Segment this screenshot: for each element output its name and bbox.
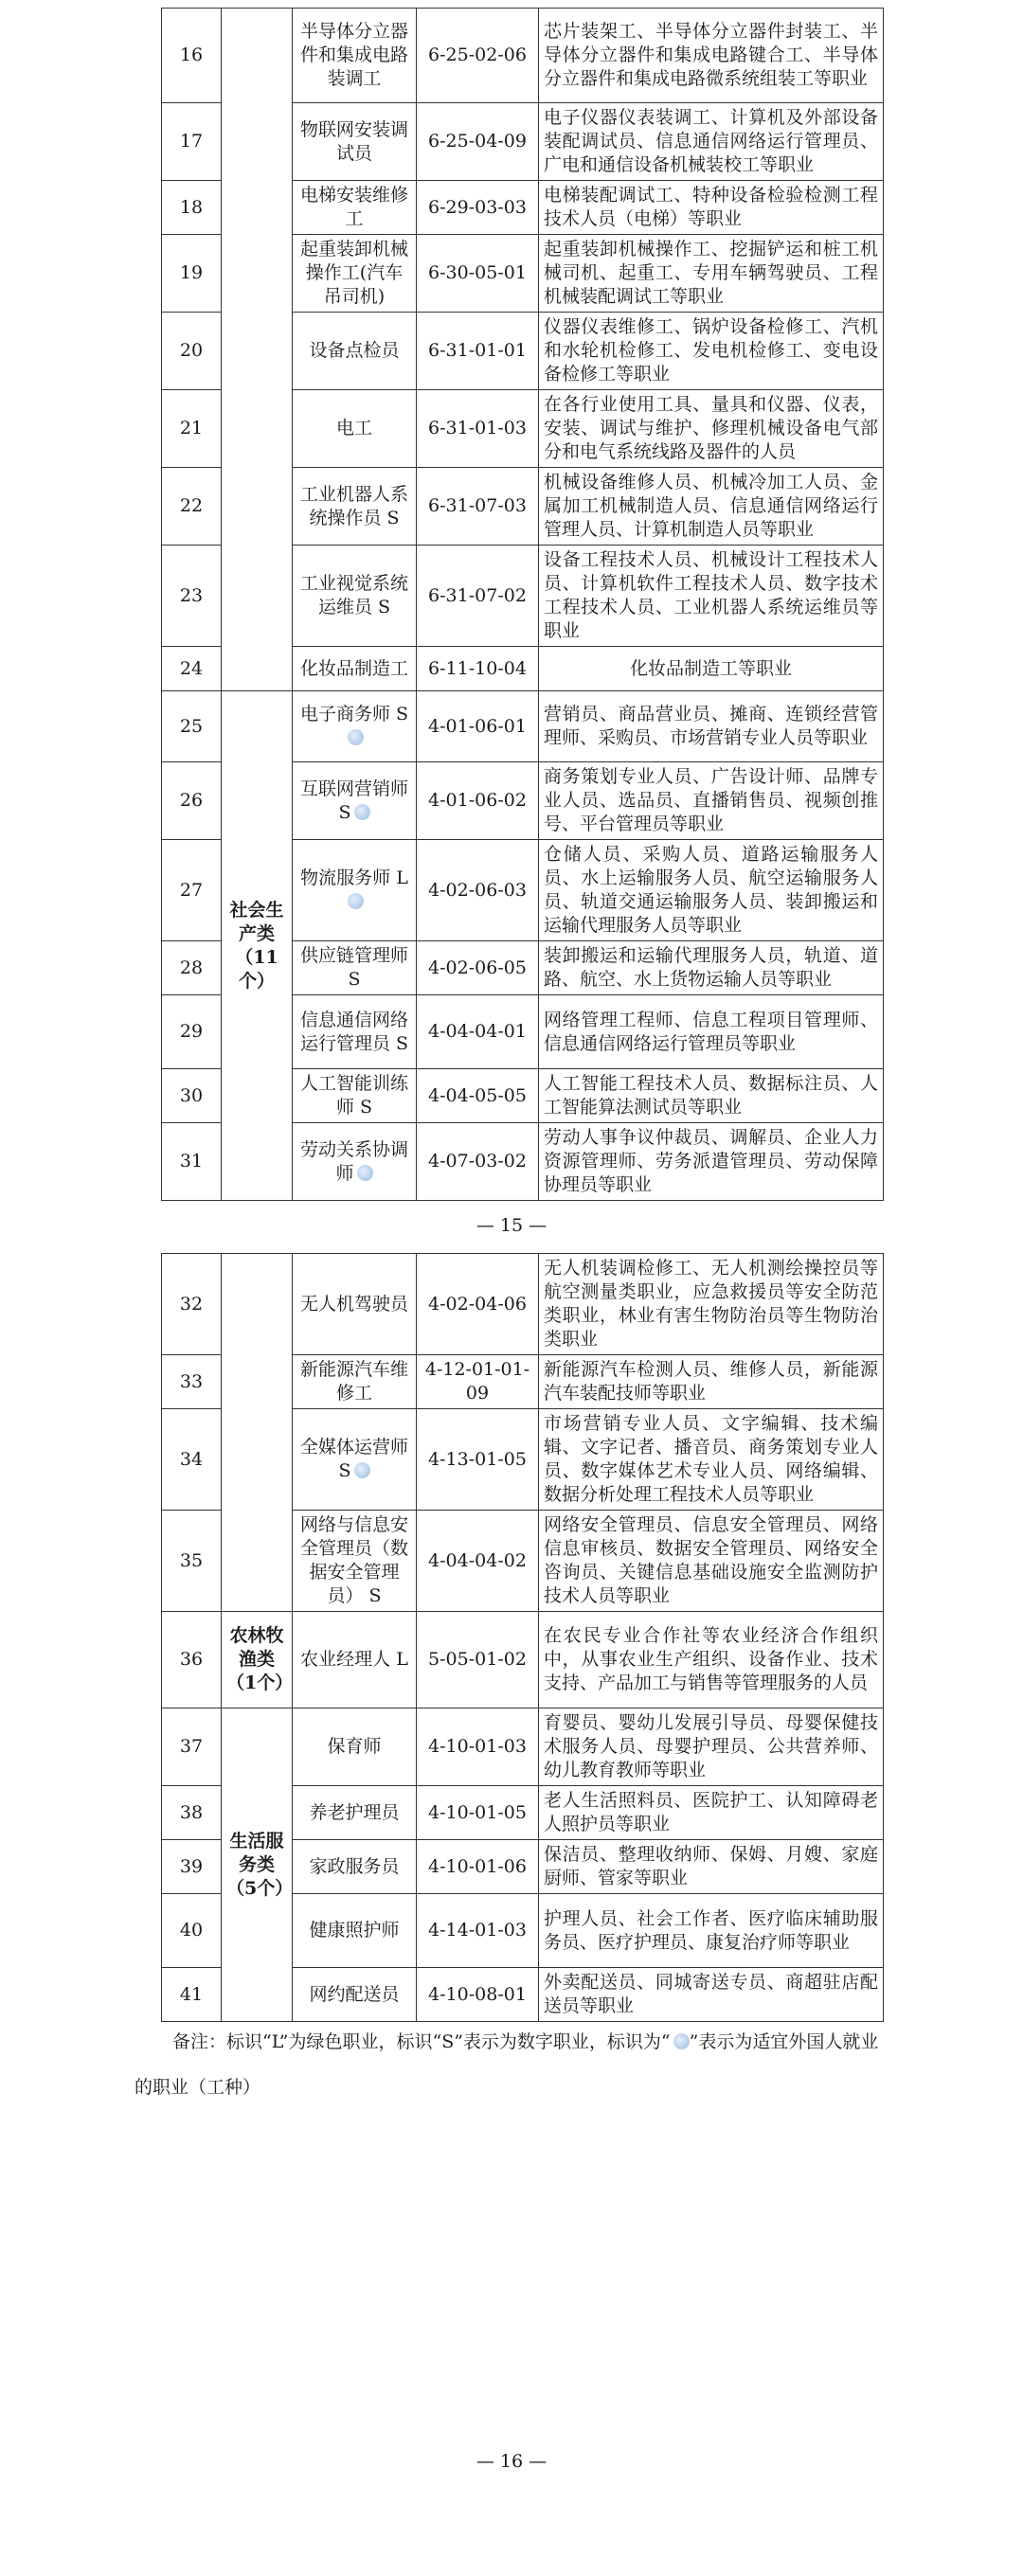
row-number: 35: [162, 1511, 222, 1612]
related-occupations: 营销员、商品营业员、摊商、连锁经营管理师、采购员、市场营销专业人员等职业: [539, 691, 884, 762]
row-number: 41: [162, 1968, 222, 2022]
occupation-name: 劳动关系协调师: [293, 1123, 417, 1201]
occupation-code: 4-01-06-02: [417, 762, 539, 840]
related-occupations: 老人生活照料员、医院护工、认知障碍老人照护员等职业: [539, 1786, 884, 1840]
occupation-table-p15: [161, 8, 884, 1201]
foreign-suitable-icon: [348, 893, 364, 909]
related-occupations: 在各行业使用工具、量具和仪器、仪表，安装、调试与维护、修理机械设备电气部分和电气系统线路及器件的人员: [539, 390, 884, 468]
related-occupations: 仓储人员、采购人员、道路运输服务人员、水上运输服务人员、航空运输服务人员、轨道交通运输服务人员、装卸搬运和运输代理服务人员等职业: [539, 840, 884, 941]
occupation-code: 6-31-01-03: [417, 390, 539, 468]
row-number: 32: [162, 1254, 222, 1355]
occupation-code: 4-10-01-03: [417, 1708, 539, 1786]
occupation-name: 物联网安装调试员: [293, 103, 417, 181]
row-number: 37: [162, 1708, 222, 1786]
occupation-name: 工业机器人系统操作员 S: [293, 468, 417, 546]
row-number: 33: [162, 1355, 222, 1409]
occupation-name: 电梯安装维修工: [293, 181, 417, 235]
occupation-code: 5-05-01-02: [417, 1612, 539, 1708]
related-occupations: 设备工程技术人员、机械设计工程技术人员、计算机软件工程技术人员、数字技术工程技术人员、工业机器人系统运维员等职业: [539, 546, 884, 647]
occupation-code: 6-31-07-03: [417, 468, 539, 546]
related-occupations: 电梯装配调试工、特种设备检验检测工程技术人员（电梯）等职业: [539, 181, 884, 235]
occupation-code: 4-12-01-01-09: [417, 1355, 539, 1409]
related-occupations: 芯片装架工、半导体分立器件封装工、半导体分立器件和集成电路键合工、半导体分立器件和集成电路微系统组装工等职业: [539, 9, 884, 103]
related-occupations: 仪器仪表维修工、锅炉设备检修工、汽机和水轮机检修工、发电机检修工、变电设备检修工等职业: [539, 313, 884, 390]
category-cell-empty: [222, 9, 293, 691]
occupation-code: 6-25-02-06: [417, 9, 539, 103]
related-occupations: 网络安全管理员、信息安全管理员、网络信息审核员、数据安全管理员、网络安全咨询员、关键信息基础设施安全监测防护技术人员等职业: [539, 1511, 884, 1612]
occupation-code: 4-10-01-06: [417, 1840, 539, 1894]
related-occupations: 市场营销专业人员、文字编辑、技术编辑、文字记者、播音员、商务策划专业人员、数字媒体艺术专业人员、网络编辑、数据分析处理工程技术人员等职业: [539, 1409, 884, 1511]
foreign-suitable-icon: [354, 804, 370, 820]
row-number: 19: [162, 235, 222, 313]
row-number: 40: [162, 1894, 222, 1968]
page-number-15: — 15 —: [476, 1215, 547, 1236]
occupation-name: 家政服务员: [293, 1840, 417, 1894]
occupation-code: 4-04-04-02: [417, 1511, 539, 1612]
related-occupations: 育婴员、婴幼儿发展引导员、母婴保健技术服务人员、母婴护理员、公共营养师、幼儿教育教师等职业: [539, 1708, 884, 1786]
occupation-code: 6-25-04-09: [417, 103, 539, 181]
occupation-name: 工业视觉系统运维员 S: [293, 546, 417, 647]
page-number-16: — 16 —: [476, 2451, 547, 2472]
row-number: 31: [162, 1123, 222, 1201]
row-number: 18: [162, 181, 222, 235]
related-occupations: 无人机装调检修工、无人机测绘操控员等航空测量类职业，应急救援员等安全防范类职业，林业有害生物防治员等生物防治类职业: [539, 1254, 884, 1355]
related-occupations: 劳动人事争议仲裁员、调解员、企业人力资源管理师、劳务派遣管理员、劳动保障协理员等职业: [539, 1123, 884, 1201]
occupation-code: 4-01-06-01: [417, 691, 539, 762]
occupation-name: 互联网营销师 S: [293, 762, 417, 840]
occupation-code: 6-31-01-01: [417, 313, 539, 390]
related-occupations: 保洁员、整理收纳师、保姆、月嫂、家庭厨师、管家等职业: [539, 1840, 884, 1894]
row-number: 24: [162, 647, 222, 691]
occupation-code: 6-29-03-03: [417, 181, 539, 235]
foreign-suitable-icon: [354, 1462, 370, 1478]
foreign-suitable-icon: [673, 2033, 690, 2049]
occupation-name: 供应链管理师 S: [293, 941, 417, 995]
occupation-name: 网约配送员: [293, 1968, 417, 2022]
related-occupations: 外卖配送员、同城寄送专员、商超驻店配送员等职业: [539, 1968, 884, 2022]
occupation-code: 4-13-01-05: [417, 1409, 539, 1511]
row-number: 38: [162, 1786, 222, 1840]
occupation-name: 健康照护师: [293, 1894, 417, 1968]
row-number: 34: [162, 1409, 222, 1511]
related-occupations: 机械设备维修人员、机械冷加工人员、金属加工机械制造人员、信息通信网络运行管理人员、计算机制造人员等职业: [539, 468, 884, 546]
category-cell-empty: [222, 1254, 293, 1612]
occupation-name: 化妆品制造工: [293, 647, 417, 691]
related-occupations: 商务策划专业人员、广告设计师、品牌专业人员、选品员、直播销售员、视频创推号、平台管理员等职业: [539, 762, 884, 840]
occupation-code: 4-04-04-01: [417, 995, 539, 1069]
row-number: 22: [162, 468, 222, 546]
row-number: 36: [162, 1612, 222, 1708]
occupation-name: 农业经理人 L: [293, 1612, 417, 1708]
occupation-name: 起重装卸机械操作工(汽车吊司机): [293, 235, 417, 313]
occupation-name: 设备点检员: [293, 313, 417, 390]
occupation-code: 4-02-06-03: [417, 840, 539, 941]
row-number: 29: [162, 995, 222, 1069]
occupation-code: 4-04-05-05: [417, 1069, 539, 1123]
occupation-table-p16: [161, 1253, 884, 2022]
occupation-code: 4-02-04-06: [417, 1254, 539, 1355]
occupation-code: 4-02-06-05: [417, 941, 539, 995]
foreign-suitable-icon: [357, 1165, 373, 1181]
row-number: 25: [162, 691, 222, 762]
row-number: 28: [162, 941, 222, 995]
related-occupations: 网络管理工程师、信息工程项目管理师、信息通信网络运行管理员等职业: [539, 995, 884, 1069]
occupation-code: 4-10-08-01: [417, 1968, 539, 2022]
row-number: 39: [162, 1840, 222, 1894]
occupation-name: 人工智能训练师 S: [293, 1069, 417, 1123]
category-life-services: 生活服务类（5个）: [222, 1708, 293, 2022]
occupation-name: 新能源汽车维修工: [293, 1355, 417, 1409]
related-occupations: 化妆品制造工等职业: [539, 647, 884, 691]
occupation-name: 网络与信息安全管理员（数据安全管理员） S: [293, 1511, 417, 1612]
occupation-name: 无人机驾驶员: [293, 1254, 417, 1355]
occupation-name: 养老护理员: [293, 1786, 417, 1840]
related-occupations: 电子仪器仪表装调工、计算机及外部设备装配调试员、信息通信网络运行管理员、广电和通信设备机械装校工等职业: [539, 103, 884, 181]
related-occupations: 护理人员、社会工作者、医疗临床辅助服务员、医疗护理员、康复治疗师等职业: [539, 1894, 884, 1968]
occupation-name: 电子商务师 S: [293, 691, 417, 762]
occupation-name: 全媒体运营师 S: [293, 1409, 417, 1511]
row-number: 16: [162, 9, 222, 103]
row-number: 23: [162, 546, 222, 647]
occupation-code: 4-07-03-02: [417, 1123, 539, 1201]
occupation-name: 电工: [293, 390, 417, 468]
row-number: 30: [162, 1069, 222, 1123]
table-row: [162, 691, 884, 762]
row-number: 17: [162, 103, 222, 181]
related-occupations: 装卸搬运和运输代理服务人员，轨道、道路、航空、水上货物运输人员等职业: [539, 941, 884, 995]
occupation-code: 4-10-01-05: [417, 1786, 539, 1840]
related-occupations: 人工智能工程技术人员、数据标注员、人工智能算法测试员等职业: [539, 1069, 884, 1123]
occupation-code: 6-31-07-02: [417, 546, 539, 647]
related-occupations: 新能源汽车检测人员、维修人员，新能源汽车装配技师等职业: [539, 1355, 884, 1409]
foreign-suitable-icon: [348, 729, 364, 745]
occupation-code: 6-30-05-01: [417, 235, 539, 313]
row-number: 21: [162, 390, 222, 468]
table-row: [162, 1708, 884, 1786]
footnote: 备注：标识“L”为绿色职业，标识“S”表示为数字职业，标识为“ ”表示为适宜外国人就业 的职业（工种）: [135, 2031, 879, 2098]
row-number: 20: [162, 313, 222, 390]
category-social-production: 社会生产类（11个）: [222, 691, 293, 1201]
occupation-code: 4-14-01-03: [417, 1894, 539, 1968]
category-agriculture: 农林牧渔类（1个）: [222, 1612, 293, 1708]
table-row: [162, 1612, 884, 1708]
related-occupations: 在农民专业合作社等农业经济合作组织中，从事农业生产组织、设备作业、技术支持、产品加工与销售等管理服务的人员: [539, 1612, 884, 1708]
row-number: 27: [162, 840, 222, 941]
table-row: [162, 1254, 884, 1355]
occupation-name: 物流服务师 L: [293, 840, 417, 941]
row-number: 26: [162, 762, 222, 840]
related-occupations: 起重装卸机械操作工、挖掘铲运和桩工机械司机、起重工、专用车辆驾驶员、工程机械装配调试工等职业: [539, 235, 884, 313]
occupation-code: 6-11-10-04: [417, 647, 539, 691]
occupation-name: 半导体分立器件和集成电路装调工: [293, 9, 417, 103]
occupation-name: 信息通信网络运行管理员 S: [293, 995, 417, 1069]
table-row: [162, 9, 884, 103]
occupation-name: 保育师: [293, 1708, 417, 1786]
